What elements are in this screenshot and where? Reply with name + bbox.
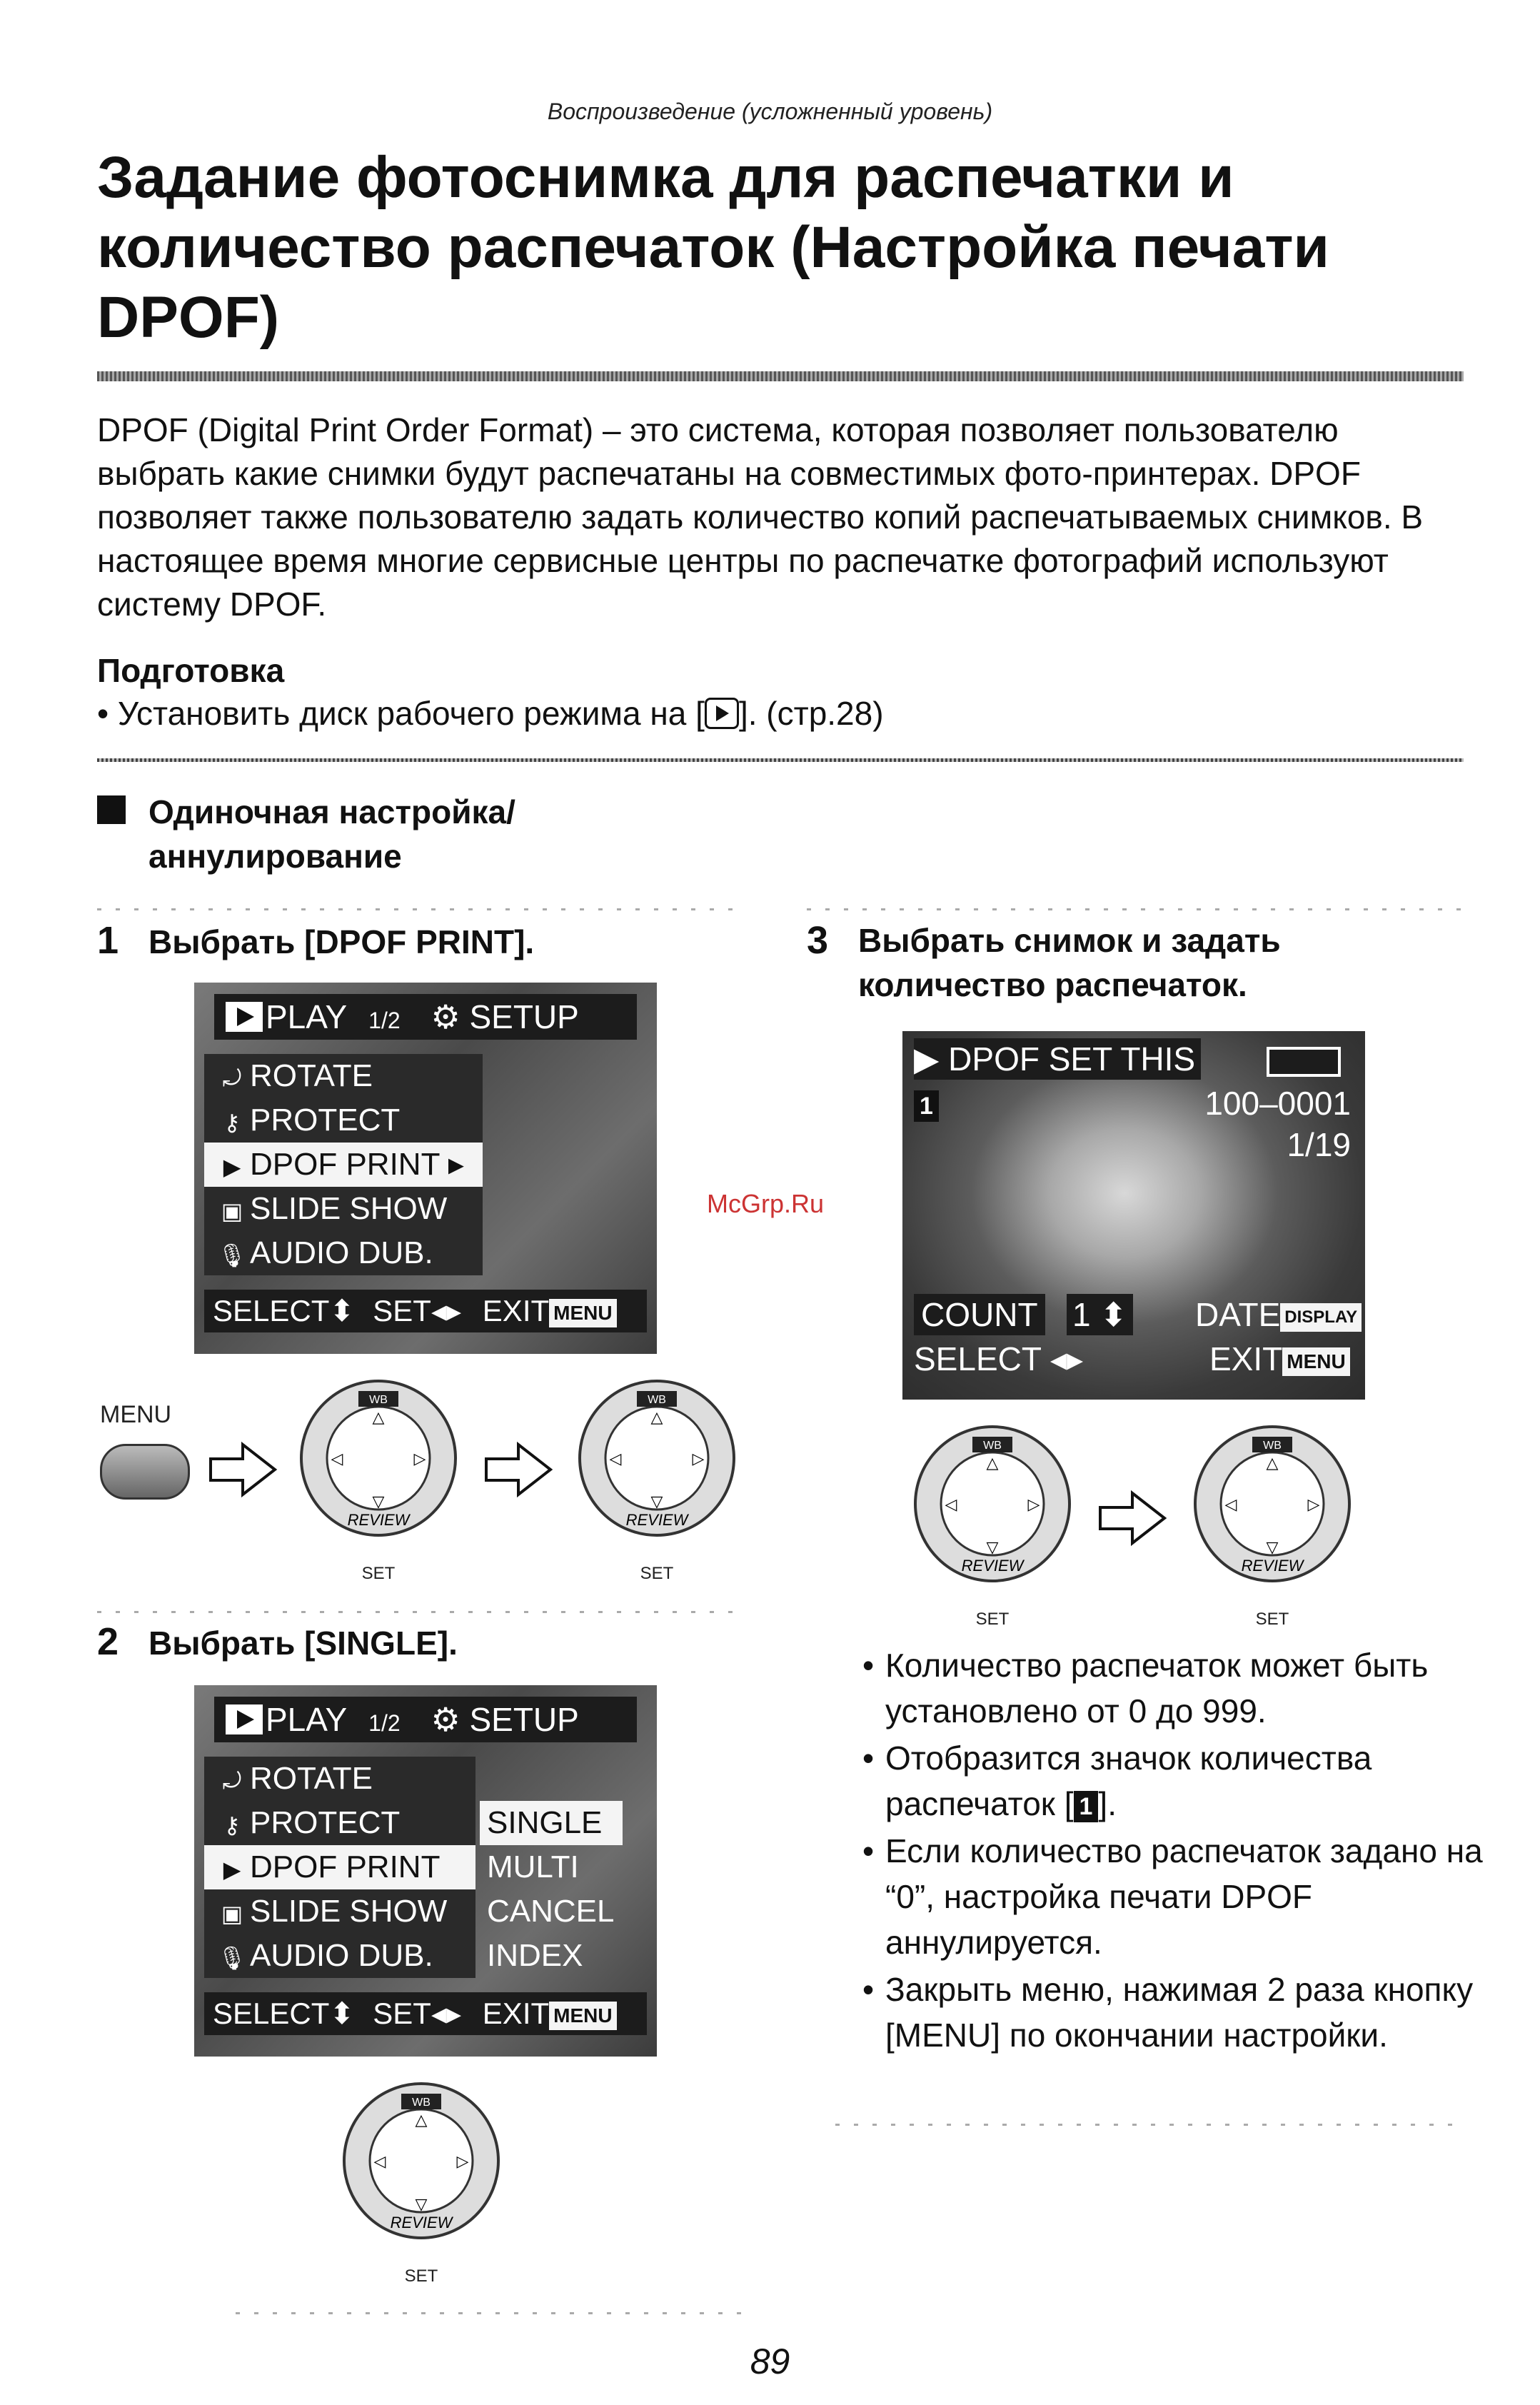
section-title: Одиночная настройка/ аннулирование — [149, 793, 515, 875]
svg-text:REVIEW: REVIEW — [961, 1557, 1024, 1575]
title-divider — [97, 371, 1464, 381]
list-item: • Закрыть меню, нажимая 2 раза кнопку [MENU] по окончании настройки. — [862, 1967, 1491, 2058]
count-icon: 1 — [1074, 1791, 1099, 1822]
dial-set-label: SET — [975, 1610, 1010, 1629]
step-2: 2 Выбрать [SINGLE]. — [97, 1620, 458, 1663]
key-icon: ⚷ — [223, 1812, 241, 1838]
svg-text:WB: WB — [412, 2097, 431, 2109]
svg-text:▷: ▷ — [692, 1450, 705, 1467]
svg-text:WB: WB — [648, 1394, 666, 1406]
camera-screen-step3 — [902, 1031, 1365, 1400]
notes-list — [862, 1642, 1491, 2059]
intro-paragraph: DPOF (Digital Print Order Format) – это система, которая позволяет пользователю выбрать какие снимки будут распечатаны на совместимых фото-принтерах. DPOF позволяет также пользователю задать количество копий распечатываемых снимков. В настоящее время многие сервисные центры по распечатке фотографий используют систему DPOF. — [97, 411, 1424, 623]
svg-text:▷: ▷ — [456, 2152, 469, 2170]
dotted-divider — [236, 2312, 750, 2314]
battery-icon — [1267, 1047, 1341, 1077]
svg-text:◁: ◁ — [945, 1495, 957, 1513]
preparation-text: • Установить диск рабочего режима на [ ]. (стр.28) — [97, 695, 884, 732]
svg-text:△: △ — [415, 2111, 428, 2129]
screen3-count-label: COUNT — [914, 1294, 1045, 1335]
svg-text:△: △ — [1266, 1454, 1279, 1472]
slideshow-icon: ▣ — [221, 1198, 243, 1224]
preparation-title: Подготовка — [97, 652, 285, 689]
menu-item-protect: ⚷ PROTECT — [204, 1801, 475, 1845]
arrow-right-icon — [483, 1441, 554, 1498]
dial-control — [293, 1365, 464, 1537]
menu-key-label: MENU — [100, 1401, 172, 1428]
dial-control — [571, 1365, 743, 1537]
dial-set-label: SET — [1255, 1610, 1289, 1629]
list-item: • Если количество распечаток задано на “0”, настройка печати DPOF аннулируется. — [862, 1828, 1491, 1965]
dial-control — [907, 1411, 1078, 1582]
svg-text:◁: ◁ — [1224, 1495, 1237, 1513]
svg-text:WB: WB — [1263, 1440, 1282, 1452]
submenu-item-cancel: CANCEL — [487, 1894, 615, 1929]
svg-text:△: △ — [986, 1454, 999, 1472]
list-item: • Отобразится значок количества распечаток [ 1 ]. — [862, 1735, 1491, 1827]
slideshow-icon: ▣ — [221, 1901, 243, 1927]
svg-text:△: △ — [650, 1408, 663, 1426]
menu-key-button — [100, 1444, 190, 1500]
section-marker-icon — [97, 795, 126, 824]
camera-submenu — [480, 1801, 623, 1978]
svg-text:REVIEW: REVIEW — [347, 1511, 410, 1529]
svg-text:▽: ▽ — [372, 1492, 385, 1510]
dotted-divider — [97, 1611, 733, 1613]
submenu-item-single: SINGLE — [480, 1801, 623, 1845]
svg-text:△: △ — [372, 1408, 385, 1426]
menu-item-audio-dub: 🎙 AUDIO DUB. — [204, 1934, 475, 1978]
svg-text:WB: WB — [369, 1394, 388, 1406]
dotted-divider — [835, 2124, 1464, 2126]
arrow-right-icon — [1097, 1490, 1168, 1547]
svg-text:WB: WB — [983, 1440, 1002, 1452]
camera-menu-list — [204, 1757, 475, 1978]
arrow-right-icon — [207, 1441, 278, 1498]
svg-text:◁: ◁ — [373, 2152, 386, 2170]
svg-text:▷: ▷ — [1027, 1495, 1040, 1513]
menu-item-slide-show: ▣ SLIDE SHOW — [204, 1889, 475, 1934]
camera-menu-list — [204, 1054, 483, 1275]
svg-text:▽: ▽ — [415, 2195, 428, 2213]
dial-control — [336, 2068, 507, 2239]
svg-text:◁: ◁ — [609, 1450, 622, 1467]
svg-text:▽: ▽ — [650, 1492, 663, 1510]
running-header: Воспроизведение (усложненный уровень) — [547, 99, 993, 124]
svg-text:▽: ▽ — [1266, 1538, 1279, 1556]
screen3-select: SELECT ◂▸ — [914, 1340, 1084, 1377]
menu-item-dpof-print: ▶ DPOF PRINT ▸ — [204, 1143, 483, 1187]
menu-item-protect: ⚷ PROTECT — [204, 1098, 483, 1143]
step-1: 1 Выбрать [DPOF PRINT]. — [97, 919, 535, 962]
dial-set-label: SET — [640, 1564, 674, 1583]
rotate-icon: ⤾ — [222, 1768, 242, 1794]
play-icon — [226, 1704, 263, 1734]
setup-icon: ⚙ — [431, 1701, 461, 1738]
screen3-count-icon: 1 — [914, 1083, 939, 1124]
step-3: 3 Выбрать снимок и задать количество распечаток. — [807, 919, 1281, 1003]
svg-text:▷: ▷ — [1307, 1495, 1320, 1513]
dotted-divider — [807, 908, 1464, 910]
microphone-icon: 🎙 — [217, 1242, 247, 1268]
svg-text:REVIEW: REVIEW — [625, 1511, 688, 1529]
menu-item-rotate: ⤾ ROTATE — [204, 1054, 483, 1098]
section-divider — [97, 758, 1464, 762]
camera-bottombar: SELECT⬍ SET◂▸ EXIT MENU — [204, 1290, 647, 1332]
menu-item-slide-show: ▣ SLIDE SHOW — [204, 1187, 483, 1231]
menu-item-rotate: ⤾ ROTATE — [204, 1757, 475, 1801]
screen3-date: DATE DISPLAY — [1195, 1294, 1362, 1335]
dial-control — [1187, 1411, 1358, 1582]
submenu-item-index: INDEX — [487, 1938, 583, 1973]
list-item: • Количество распечаток может быть установлено от 0 до 999. — [862, 1642, 1491, 1734]
dial-set-label: SET — [404, 2266, 438, 2286]
screen3-title: ▶ DPOF SET THIS — [914, 1038, 1201, 1080]
camera-screen-step1 — [194, 983, 657, 1354]
rotate-icon: ⤾ — [222, 1065, 242, 1091]
play-icon — [226, 1002, 263, 1032]
page-title: Задание фотоснимка для распечатки и количество распечаток (Настройка печати DPOF) — [97, 145, 1329, 350]
svg-text:REVIEW: REVIEW — [1241, 1557, 1304, 1575]
watermark: McGrp.Ru — [707, 1189, 825, 1218]
page-number: 89 — [750, 2341, 790, 2381]
menu-item-audio-dub: 🎙 AUDIO DUB. — [204, 1231, 483, 1275]
microphone-icon: 🎙 — [217, 1945, 247, 1971]
camera-bottombar: SELECT⬍ SET◂▸ EXIT MENU — [204, 1992, 647, 2035]
key-icon: ⚷ — [223, 1110, 241, 1135]
print-icon: ▶ — [223, 1857, 241, 1882]
screen3-frame: 1/19 — [1287, 1126, 1351, 1163]
print-icon: ▶ — [914, 1040, 940, 1078]
screen3-count-value: 1 ⬍ — [1067, 1294, 1133, 1335]
svg-text:▽: ▽ — [986, 1538, 999, 1556]
screen3-exit: EXIT MENU — [1209, 1338, 1350, 1380]
camera-topbar: PLAY 1/2 ⚙ SETUP — [214, 994, 637, 1040]
print-icon: ▶ — [223, 1154, 241, 1180]
play-mode-icon — [705, 698, 739, 729]
dotted-divider — [97, 908, 733, 910]
setup-icon: ⚙ — [431, 998, 461, 1035]
menu-item-dpof-print: ▶ DPOF PRINT — [204, 1845, 475, 1889]
dial-set-label: SET — [361, 1564, 396, 1583]
camera-topbar: PLAY 1/2 ⚙ SETUP — [214, 1697, 637, 1742]
screen3-file-number: 100–0001 — [1204, 1085, 1351, 1122]
svg-text:▷: ▷ — [413, 1450, 426, 1467]
svg-text:REVIEW: REVIEW — [390, 2214, 453, 2231]
camera-screen-step2 — [194, 1685, 657, 2057]
submenu-item-multi: MULTI — [487, 1849, 579, 1884]
svg-text:◁: ◁ — [331, 1450, 343, 1467]
